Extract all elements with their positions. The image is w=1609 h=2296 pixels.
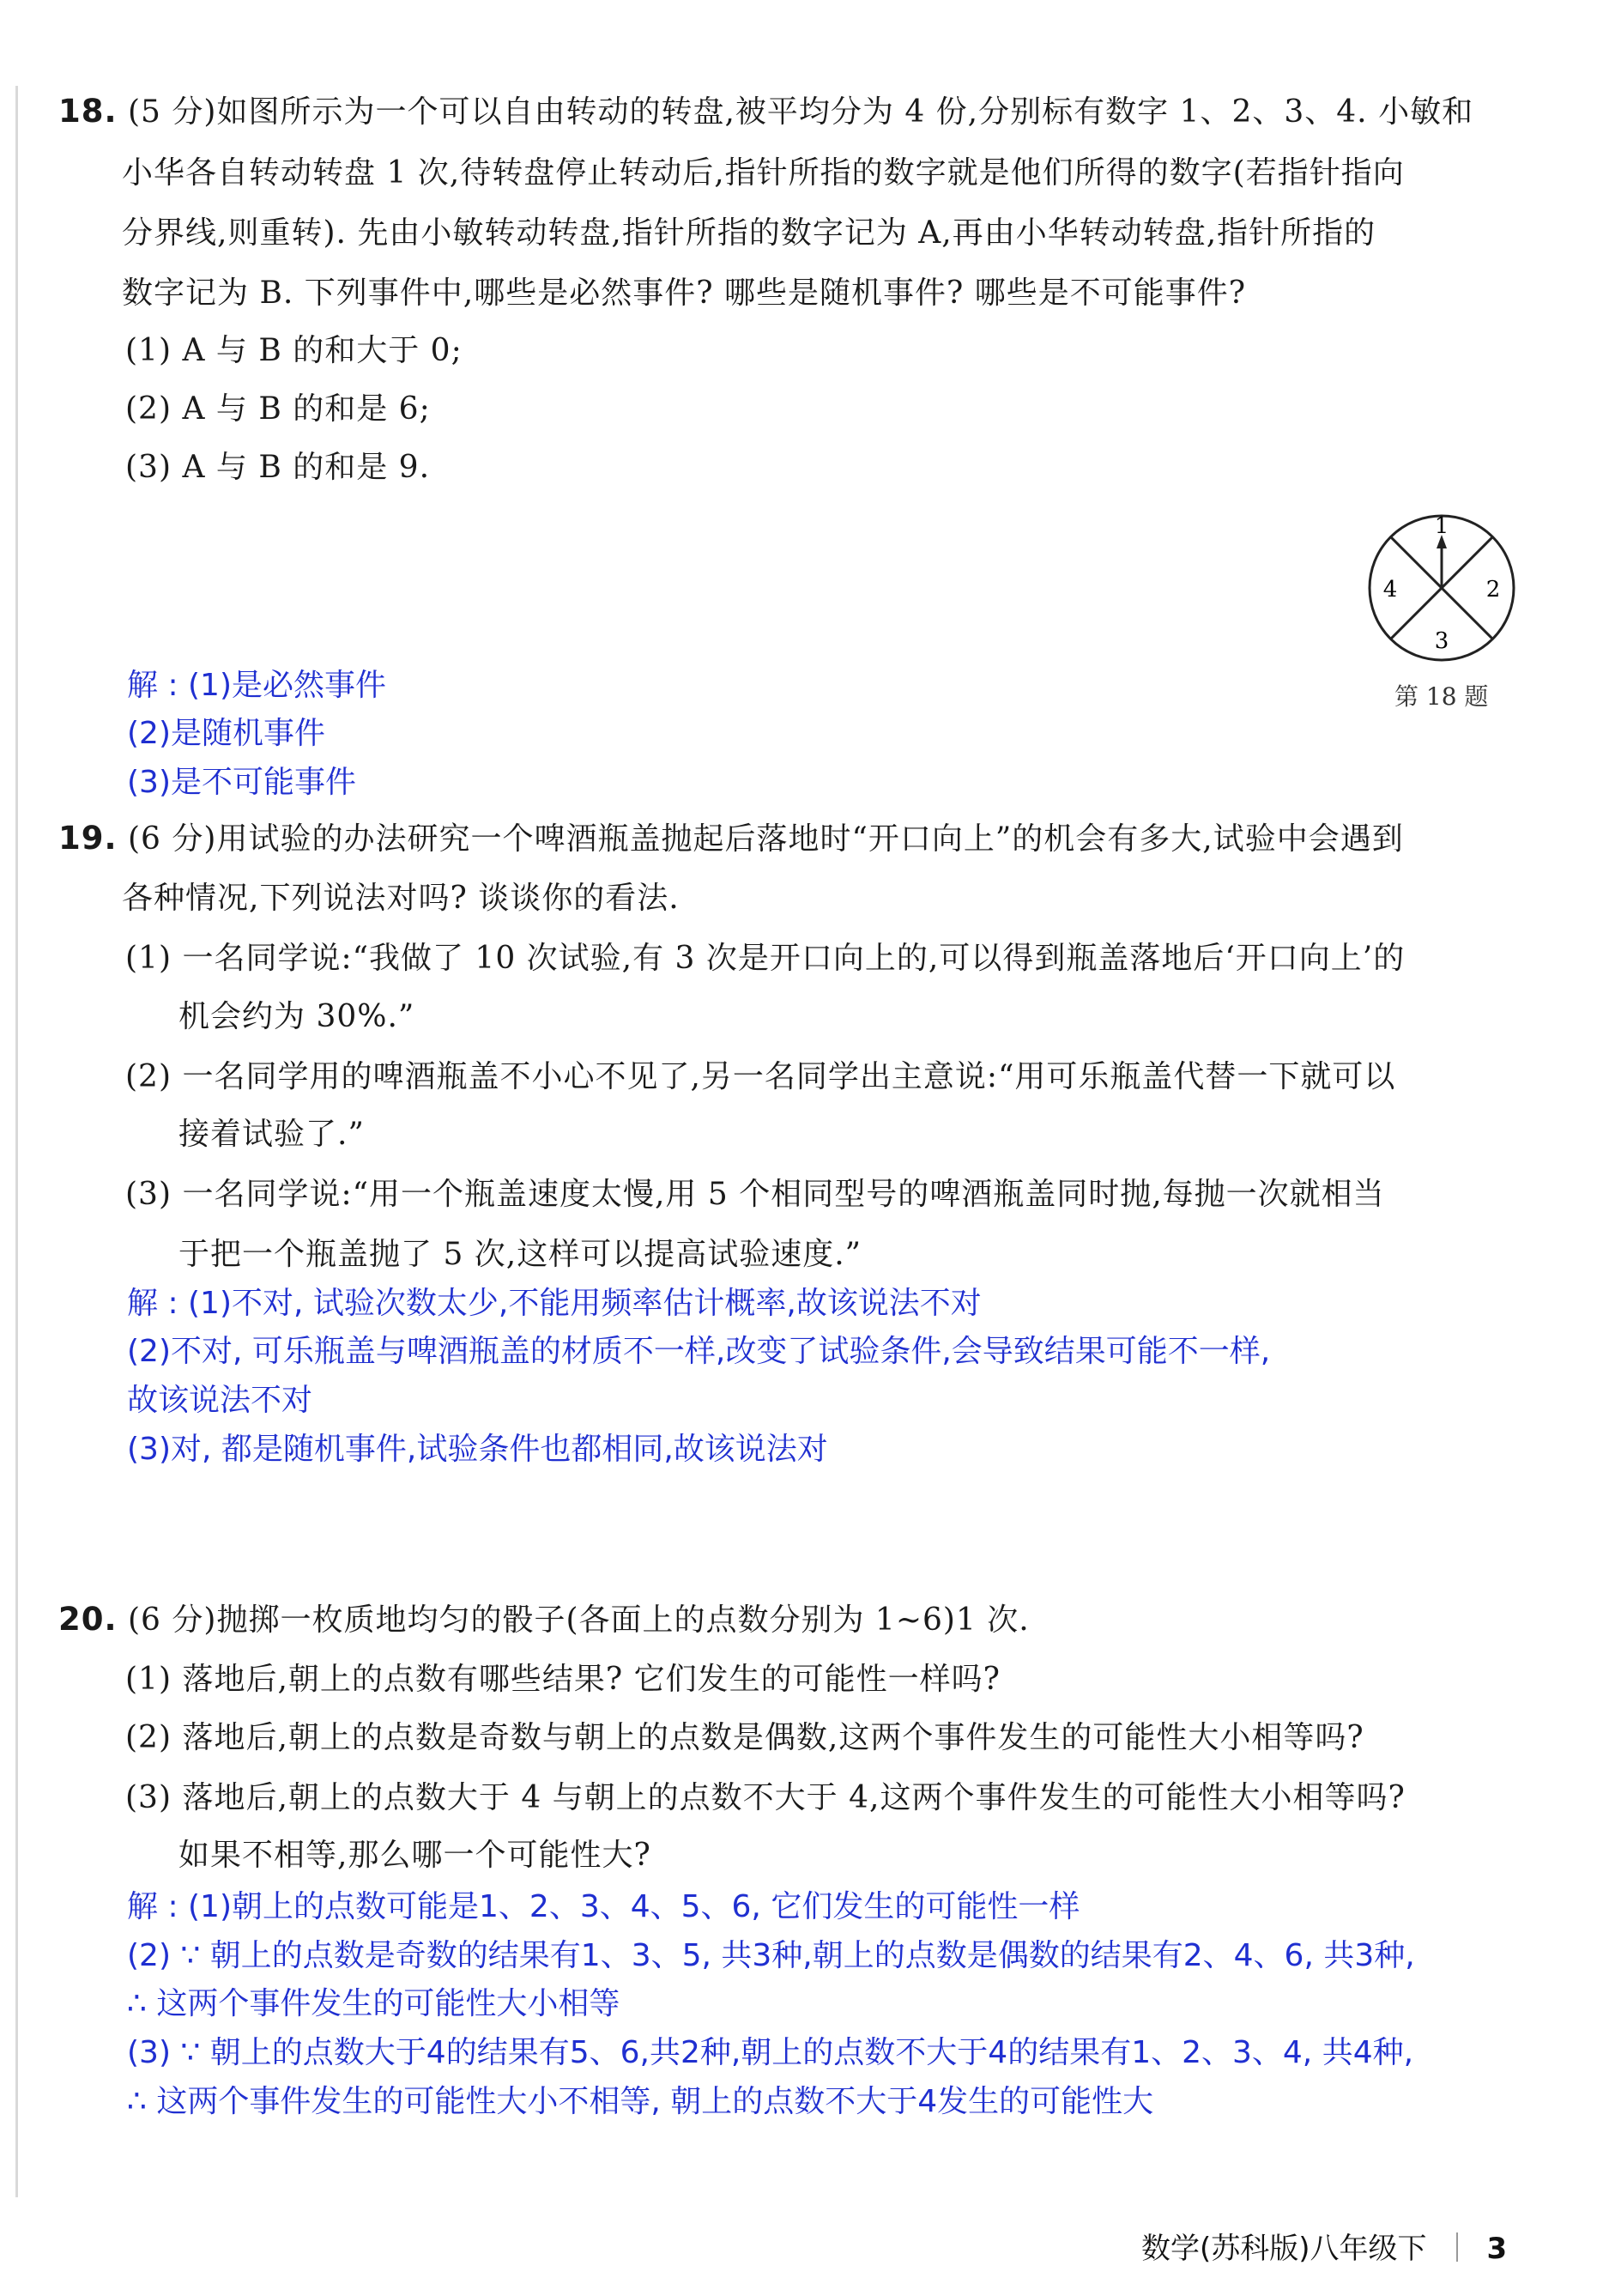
- q20-item-1: (1) 落地后,朝上的点数有哪些结果? 它们发生的可能性一样吗?: [125, 1662, 1001, 1697]
- footer-separator: [1456, 2232, 1458, 2262]
- q18-answer-3: (3)是不可能事件: [127, 765, 356, 800]
- q20-answer-1: 解 : (1)朝上的点数可能是1、2、3、4、5、6, 它们发生的可能性一样: [127, 1889, 1080, 1924]
- q19-item-3-cont: 于把一个瓶盖抛了 5 次,这样可以提高试验速度.”: [178, 1237, 862, 1272]
- q19-line-1: 19. (6 分)用试验的办法研究一个啤酒瓶盖抛起后落地时“开口向上”的机会有多大,试验中会遇到: [58, 820, 1404, 857]
- q20-number: 20.: [58, 1601, 118, 1638]
- q19-answer-2: (2)不对, 可乐瓶盖与啤酒瓶盖的材质不一样,改变了试验条件,会导致结果可能不一样,: [127, 1334, 1271, 1369]
- spinner-figure: [1364, 511, 1519, 665]
- q19-answer-2-cont: 故该说法不对: [127, 1383, 313, 1418]
- q18-item-2: (2) A 与 B 的和是 6;: [125, 391, 431, 427]
- q19-answer-1: 解 : (1)不对, 试验次数太少,不能用频率估计概率,故该说法不对: [127, 1286, 982, 1321]
- figure-caption: 第 18 题: [1394, 682, 1489, 711]
- spinner-label-4: 4: [1382, 577, 1398, 603]
- q18-line-1: 18. (5 分)如图所示为一个可以自由转动的转盘,被平均分为 4 份,分别标有数字 1、2、3、4. 小敏和: [58, 93, 1474, 130]
- q19-item-1-cont: 机会约为 30%.”: [178, 999, 415, 1034]
- footer-book-title: 数学(苏科版)八年级下: [1141, 2232, 1427, 2266]
- q19-item-3: (3) 一名同学说:“用一个瓶盖速度太慢,用 5 个相同型号的啤酒瓶盖同时抛,每抛一次就相当: [125, 1177, 1385, 1212]
- q18-line-3: 分界线,则重转). 先由小敏转动转盘,指针所指的数字记为 A,再由小华转动转盘,指针所指的: [122, 215, 1376, 251]
- q18-line-4: 数字记为 B. 下列事件中,哪些是必然事件? 哪些是随机事件? 哪些是不可能事件?: [122, 276, 1247, 311]
- q18-item-1: (1) A 与 B 的和大于 0;: [125, 333, 463, 368]
- spinner-label-3: 3: [1434, 628, 1449, 654]
- q20-answer-2-cont: ∴ 这两个事件发生的可能性大小相等: [127, 1986, 620, 2021]
- q18-item-3: (3) A 与 B 的和是 9.: [125, 450, 431, 485]
- q18-answer-1: 解 : (1)是必然事件: [127, 668, 387, 703]
- q18-answer-2: (2)是随机事件: [127, 716, 325, 751]
- q20-answer-3: (3) ∵ 朝上的点数大于4的结果有5、6,共2种,朝上的点数不大于4的结果有1、2、3、4, 共4种,: [127, 2035, 1414, 2070]
- q20-item-3: (3) 落地后,朝上的点数大于 4 与朝上的点数不大于 4,这两个事件发生的可能性大小相等吗?: [125, 1780, 1406, 1815]
- page-number: 3: [1486, 2232, 1508, 2266]
- q18-number: 18.: [58, 93, 118, 130]
- page-margin-rule: [15, 86, 18, 2197]
- q20-answer-3-cont: ∴ 这两个事件发生的可能性大小不相等, 朝上的点数不大于4发生的可能性大: [127, 2084, 1154, 2119]
- q19-item-1: (1) 一名同学说:“我做了 10 次试验,有 3 次是开口向上的,可以得到瓶盖落地后‘开口向上’的: [125, 941, 1406, 976]
- q19-line-2: 各种情况,下列说法对吗? 谈谈你的看法.: [122, 881, 680, 916]
- q20-answer-2: (2) ∵ 朝上的点数是奇数的结果有1、3、5, 共3种,朝上的点数是偶数的结果有2、4、6, 共3种,: [127, 1938, 1415, 1973]
- spinner-label-1: 1: [1434, 513, 1449, 539]
- page-footer: [1141, 2225, 1507, 2267]
- q19-answer-3: (3)对, 都是随机事件,试验条件也都相同,故该说法对: [127, 1432, 828, 1467]
- q19-item-2-cont: 接着试验了.”: [178, 1117, 365, 1152]
- spinner-label-2: 2: [1485, 577, 1501, 603]
- q20-item-3-cont: 如果不相等,那么哪一个可能性大?: [178, 1838, 651, 1873]
- q19-number: 19.: [58, 820, 118, 857]
- q18-line-2: 小华各自转动转盘 1 次,待转盘停止转动后,指针所指的数字就是他们所得的数字(若指针指向: [122, 155, 1405, 191]
- q20-item-2: (2) 落地后,朝上的点数是奇数与朝上的点数是偶数,这两个事件发生的可能性大小相等吗?: [125, 1720, 1364, 1755]
- q20-line-1: 20. (6 分)抛掷一枚质地均匀的骰子(各面上的点数分别为 1~6)1 次.: [58, 1601, 1030, 1638]
- q19-item-2: (2) 一名同学用的啤酒瓶盖不小心不见了,另一名同学出主意说:“用可乐瓶盖代替一下就可以: [125, 1059, 1396, 1094]
